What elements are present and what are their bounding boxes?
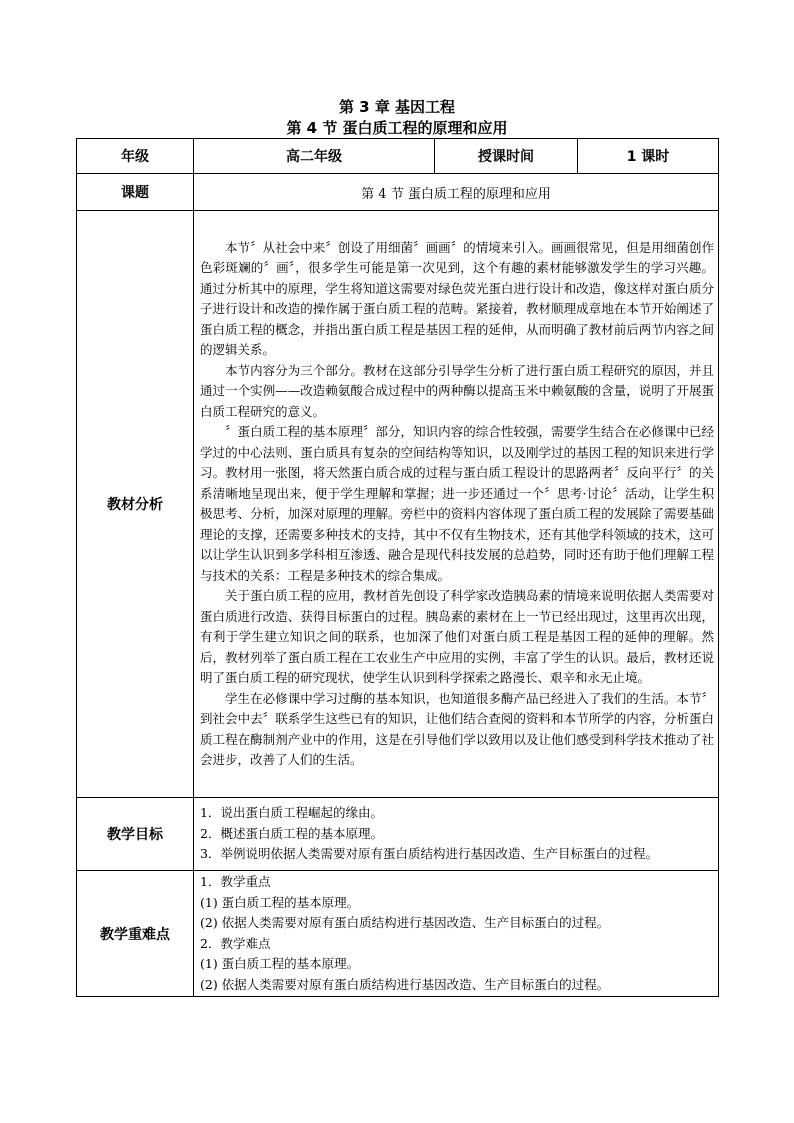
- analysis-content: [194, 211, 719, 798]
- analysis-paragraph: 本节〞从社会中来〞创设了用细菌〞画画〞的情境来引入。画画很常见，但是用细菌创作色彩斑斓的〞画〞，很多学生可能是第一次见到，这个有趣的素材能够激发学生的学习兴趣。通过分析其中的原理，学生将知道这需要对绿色荧光蛋白进行设计和改造，像这样对蛋白质分子进行设计和改造的操作属于蛋白质工程的范畴。紧接着，教材顺理成章地在本节开始阐述了蛋白质工程的概念，并指出蛋白质工程是基因工程的延伸，从而明确了教材前后两节内容之间的逻辑关系。: [200, 239, 714, 357]
- goals-label: 教学目标: [77, 798, 194, 871]
- keypoint-item: 2．教学难点: [200, 935, 271, 951]
- keypoints-content: [194, 871, 719, 997]
- analysis-label: 教材分析: [77, 211, 194, 798]
- analysis-paragraph: 本节内容分为三个部分。教材在这部分引导学生分析了进行蛋白质工程研究的原因，并且通过一个实例——改造赖氨酸合成过程中的两种酶以提高玉米中赖氨酸的含量，说明了开展蛋白质工程研究的意义。: [200, 362, 714, 419]
- grade-label: 年级: [77, 139, 194, 174]
- goal-item: 3．举例说明依据人类需要对原有蛋白质结构进行基因改造、生产目标蛋白的过程。: [200, 846, 658, 862]
- goals-content: [194, 798, 719, 871]
- keypoint-item: 1．教学重点: [200, 874, 271, 889]
- table-row: [77, 798, 719, 871]
- section-title: 第 4 节 蛋白质工程的原理和应用: [286, 119, 508, 137]
- topic-label: 课题: [77, 174, 194, 211]
- time-value: 1 课时: [578, 139, 719, 174]
- analysis-paragraph: 〞蛋白质工程的基本原理〞部分，知识内容的综合性较强，需要学生结合在必修课中已经学过的中心法则、蛋白质具有复杂的空间结构等知识，以及刚学过的基因工程的知识来进行学习。教材用一张图，将天然蛋白质合成的过程与蛋白质工程设计的思路两者〞反向平行〞的关系清晰地呈现出来，便于学生理解和掌握；进一步还通过一个〞思考·讨论〞活动，让学生积极思考、分析，加深对原理的理解。旁栏中的资料内容体现了蛋白质工程的发展除了需要基础理论的支撑，还需要多种技术的支持，其中不仅有生物技术，还有其他学科领域的技术，这可以让学生认识到多学科相互渗透、融合是现代科技发展的总趋势，同时还有助于他们理解工程与技术的关系：工程是多种技术的综合集成。: [200, 424, 714, 583]
- keypoint-item: (1) 蛋白质工程的基本原理。: [200, 956, 360, 971]
- analysis-paragraph: 关于蛋白质工程的应用，教材首先创设了科学家改造胰岛素的情境来说明依据人类需要对蛋白质进行改造、获得目标蛋白的过程。胰岛素的素材在上一节已经出现过，这里再次出现，有利于学生建立知识之间的联系，也加深了他们对蛋白质工程是基因工程的延伸的理解。然后，教材列举了蛋白质工程在工农业生产中应用的实例，丰富了学生的认识。最后，教材还说明了蛋白质工程的研究现状，使学生认识到科学探索之路漫长、艰辛和永无止境。: [200, 588, 714, 685]
- analysis-paragraph: 学生在必修课中学习过酶的基本知识，也知道很多酶产品已经进入了我们的生活。本节〞到社会中去〞联系学生这些已有的知识，让他们结合查阅的资料和本节所学的内容，分析蛋白质工程在酶制剂产业中的作用，这是在引导他们学以致用以及让他们感受到科学技术推动了社会进步，改善了人们的生活。: [200, 690, 714, 767]
- goal-item: 1．说出蛋白质工程崛起的缘由。: [200, 805, 383, 821]
- table-row: [77, 871, 719, 997]
- keypoint-item: (1) 蛋白质工程的基本原理。: [200, 894, 360, 910]
- page-header: [0, 96, 794, 138]
- lesson-plan-table: [76, 138, 719, 997]
- keypoint-item: (2) 依据人类需要对原有蛋白质结构进行基因改造、生产目标蛋白的过程。: [200, 915, 610, 930]
- chapter-title: 第 3 章 基因工程: [338, 98, 456, 116]
- table-row: [77, 174, 719, 211]
- table-row: [77, 139, 719, 174]
- keypoints-label: 教学重难点: [77, 871, 194, 997]
- topic-value: 第 4 节 蛋白质工程的原理和应用: [194, 174, 719, 211]
- keypoint-item: (2) 依据人类需要对原有蛋白质结构进行基因改造、生产目标蛋白的过程。: [200, 976, 610, 992]
- table-row: [77, 211, 719, 798]
- time-label: 授课时间: [435, 139, 578, 174]
- grade-value: 高二年级: [194, 139, 435, 174]
- goal-item: 2．概述蛋白质工程的基本原理。: [200, 825, 383, 841]
